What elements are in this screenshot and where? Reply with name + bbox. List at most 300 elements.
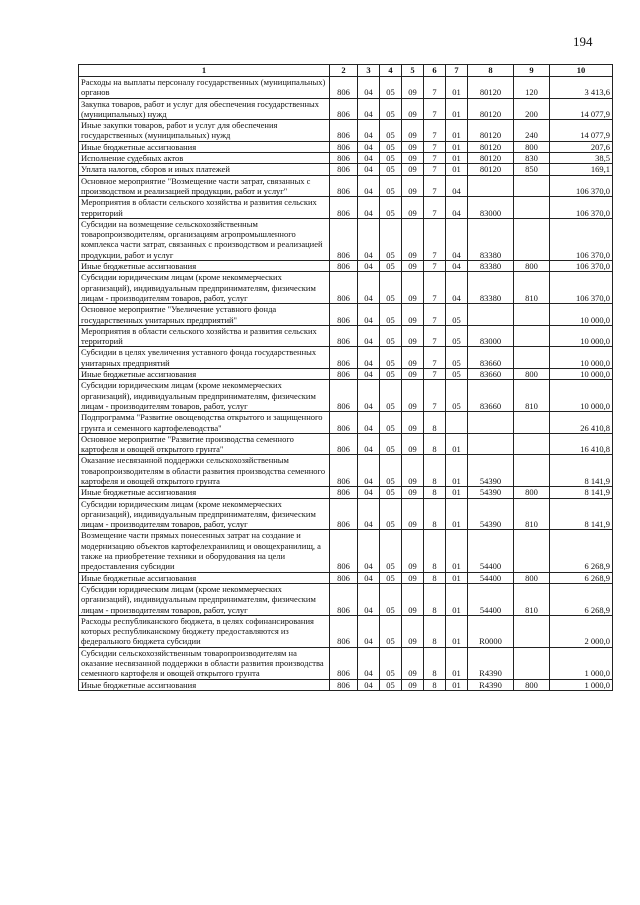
code-program: 09 [402, 325, 424, 347]
code-program: 09 [402, 218, 424, 260]
code-subsection: 05 [380, 412, 402, 434]
code-subprogram: 8 [424, 615, 446, 647]
code-subprogram: 7 [424, 325, 446, 347]
budget-table [78, 64, 613, 691]
code-direction: 54400 [468, 572, 514, 583]
code-expense-type: 830 [514, 153, 550, 164]
code-subprogram: 7 [424, 77, 446, 99]
code-subsection: 05 [380, 347, 402, 369]
code-event: 05 [446, 369, 468, 380]
code-direction [468, 175, 514, 197]
code-subsection: 05 [380, 98, 402, 120]
code-section: 04 [358, 369, 380, 380]
code-event: 01 [446, 679, 468, 690]
code-subsection: 05 [380, 679, 402, 690]
code-ministry: 806 [330, 498, 358, 530]
code-expense-type: 810 [514, 498, 550, 530]
code-event: 01 [446, 433, 468, 455]
row-amount: 3 413,6 [550, 77, 613, 99]
code-subsection: 05 [380, 120, 402, 142]
code-subprogram: 7 [424, 175, 446, 197]
code-ministry: 806 [330, 647, 358, 679]
code-subsection: 05 [380, 369, 402, 380]
code-direction: 54390 [468, 498, 514, 530]
code-ministry: 806 [330, 218, 358, 260]
code-subsection: 05 [380, 583, 402, 615]
code-expense-type: 850 [514, 164, 550, 175]
table-row [79, 325, 613, 347]
code-ministry: 806 [330, 572, 358, 583]
row-amount: 16 410,8 [550, 433, 613, 455]
code-program: 09 [402, 530, 424, 572]
row-name: Подпрограмма "Развитие овощеводства открытого и защищенного грунта и семенного картофелеводства" [79, 412, 330, 434]
col-header: 6 [424, 65, 446, 77]
table-row [79, 98, 613, 120]
row-amount: 106 370,0 [550, 197, 613, 219]
row-name: Субсидии юридическим лицам (кроме некоммерческих организаций), индивидуальным предпринимателям, физическим лицам - производителям товаров, работ, услуг [79, 380, 330, 412]
code-section: 04 [358, 347, 380, 369]
code-program: 09 [402, 380, 424, 412]
code-expense-type: 240 [514, 120, 550, 142]
row-name: Иные бюджетные ассигнования [79, 369, 330, 380]
code-subsection: 05 [380, 325, 402, 347]
code-event: 04 [446, 197, 468, 219]
code-subsection: 05 [380, 647, 402, 679]
code-expense-type [514, 304, 550, 326]
code-expense-type [514, 197, 550, 219]
code-expense-type: 800 [514, 369, 550, 380]
code-subprogram: 8 [424, 572, 446, 583]
table-row [79, 153, 613, 164]
code-ministry: 806 [330, 304, 358, 326]
code-program: 09 [402, 615, 424, 647]
code-subsection: 05 [380, 153, 402, 164]
col-header: 8 [468, 65, 514, 77]
row-amount: 38,5 [550, 153, 613, 164]
row-name: Уплата налогов, сборов и иных платежей [79, 164, 330, 175]
code-section: 04 [358, 175, 380, 197]
table-row [79, 412, 613, 434]
code-program: 09 [402, 261, 424, 272]
code-event: 01 [446, 487, 468, 498]
code-direction: 83000 [468, 325, 514, 347]
code-subsection: 05 [380, 572, 402, 583]
code-section: 04 [358, 77, 380, 99]
code-direction: 54400 [468, 583, 514, 615]
code-subprogram: 7 [424, 218, 446, 260]
code-program: 09 [402, 197, 424, 219]
row-amount: 106 370,0 [550, 175, 613, 197]
row-name: Субсидии юридическим лицам (кроме некоммерческих организаций), индивидуальным предпринимателям, физическим лицам - производителям товаров, работ, услуг [79, 498, 330, 530]
code-subprogram: 7 [424, 153, 446, 164]
table-row [79, 175, 613, 197]
code-subsection: 05 [380, 530, 402, 572]
row-amount: 10 000,0 [550, 369, 613, 380]
code-section: 04 [358, 572, 380, 583]
code-section: 04 [358, 325, 380, 347]
code-program: 09 [402, 679, 424, 690]
code-subsection: 05 [380, 487, 402, 498]
code-expense-type [514, 455, 550, 487]
table-row [79, 679, 613, 690]
row-amount: 8 141,9 [550, 455, 613, 487]
code-ministry: 806 [330, 98, 358, 120]
col-header: 5 [402, 65, 424, 77]
table-row [79, 218, 613, 260]
code-subprogram: 8 [424, 433, 446, 455]
code-subsection: 05 [380, 433, 402, 455]
row-amount: 10 000,0 [550, 380, 613, 412]
code-direction: 80120 [468, 153, 514, 164]
code-subprogram: 7 [424, 369, 446, 380]
code-ministry: 806 [330, 325, 358, 347]
col-header: 3 [358, 65, 380, 77]
code-event: 01 [446, 455, 468, 487]
table-row [79, 530, 613, 572]
code-subprogram: 8 [424, 647, 446, 679]
code-expense-type: 810 [514, 583, 550, 615]
table-row [79, 272, 613, 304]
row-name: Возмещение части прямых понесенных затрат на создание и модернизацию объектов картофелехранилищ и овощехранилищ, а также на приобретение техники и оборудования на цели предоставления субсидии [79, 530, 330, 572]
code-expense-type [514, 175, 550, 197]
col-header: 1 [79, 65, 330, 77]
code-ministry: 806 [330, 261, 358, 272]
row-name: Мероприятия в области сельского хозяйства и развития сельских территорий [79, 197, 330, 219]
code-ministry: 806 [330, 615, 358, 647]
code-direction: 54390 [468, 455, 514, 487]
code-program: 09 [402, 153, 424, 164]
row-amount: 8 141,9 [550, 487, 613, 498]
row-name: Субсидии сельскохозяйственным товаропроизводителям на оказание несвязанной поддержки в области развития производства семенного картофеля и овощей открытого грунта [79, 647, 330, 679]
code-direction: 80120 [468, 77, 514, 99]
table-row [79, 197, 613, 219]
row-name: Расходы республиканского бюджета, в целях софинансирования которых республиканскому бюджету предоставляются из федерального бюджета субсидии [79, 615, 330, 647]
code-expense-type: 800 [514, 487, 550, 498]
row-name: Иные закупки товаров, работ и услуг для обеспечения государственных (муниципальных) нужд [79, 120, 330, 142]
code-program: 09 [402, 455, 424, 487]
table-header-row [79, 65, 613, 77]
row-amount: 10 000,0 [550, 325, 613, 347]
code-event: 01 [446, 120, 468, 142]
row-amount: 8 141,9 [550, 498, 613, 530]
code-subprogram: 7 [424, 120, 446, 142]
row-name: Расходы на выплаты персоналу государственных (муниципальных) органов [79, 77, 330, 99]
table-row [79, 77, 613, 99]
code-section: 04 [358, 679, 380, 690]
col-header: 10 [550, 65, 613, 77]
code-ministry: 806 [330, 77, 358, 99]
code-subprogram: 7 [424, 347, 446, 369]
code-direction: 83660 [468, 380, 514, 412]
code-expense-type [514, 325, 550, 347]
code-program: 09 [402, 77, 424, 99]
code-section: 04 [358, 304, 380, 326]
row-amount: 6 268,9 [550, 583, 613, 615]
code-direction: 54390 [468, 487, 514, 498]
code-event: 05 [446, 325, 468, 347]
row-name: Иные бюджетные ассигнования [79, 679, 330, 690]
code-direction: 80120 [468, 164, 514, 175]
row-amount: 207,6 [550, 141, 613, 152]
code-subprogram: 8 [424, 498, 446, 530]
row-amount: 106 370,0 [550, 218, 613, 260]
code-subprogram: 8 [424, 530, 446, 572]
code-section: 04 [358, 98, 380, 120]
code-section: 04 [358, 647, 380, 679]
code-ministry: 806 [330, 347, 358, 369]
code-event: 05 [446, 380, 468, 412]
code-subprogram: 7 [424, 164, 446, 175]
code-section: 04 [358, 530, 380, 572]
code-subprogram: 8 [424, 412, 446, 434]
code-subprogram: 8 [424, 455, 446, 487]
row-name: Основное мероприятие "Развитие производства семенного картофеля и овощей открытого грунта" [79, 433, 330, 455]
code-direction: 83660 [468, 347, 514, 369]
row-amount: 106 370,0 [550, 261, 613, 272]
code-subprogram: 8 [424, 487, 446, 498]
code-subprogram: 8 [424, 679, 446, 690]
code-ministry: 806 [330, 175, 358, 197]
code-subsection: 05 [380, 615, 402, 647]
code-program: 09 [402, 98, 424, 120]
table-row [79, 433, 613, 455]
code-event: 01 [446, 153, 468, 164]
code-event: 04 [446, 261, 468, 272]
code-ministry: 806 [330, 120, 358, 142]
page-number: 194 [573, 34, 593, 49]
code-direction: R4390 [468, 679, 514, 690]
code-subsection: 05 [380, 272, 402, 304]
table-row [79, 120, 613, 142]
col-header: 2 [330, 65, 358, 77]
code-program: 09 [402, 164, 424, 175]
code-ministry: 806 [330, 433, 358, 455]
code-program: 09 [402, 141, 424, 152]
table-row [79, 572, 613, 583]
code-event: 01 [446, 615, 468, 647]
row-name: Исполнение судебных актов [79, 153, 330, 164]
row-name: Основное мероприятие "Увеличение уставного фонда государственных унитарных предприятий" [79, 304, 330, 326]
row-name: Субсидии юридическим лицам (кроме некоммерческих организаций), индивидуальным предпринимателям, физическим лицам - производителям товаров, работ, услуг [79, 272, 330, 304]
code-subsection: 05 [380, 175, 402, 197]
code-subsection: 05 [380, 498, 402, 530]
code-ministry: 806 [330, 141, 358, 152]
code-expense-type [514, 647, 550, 679]
code-expense-type [514, 347, 550, 369]
row-name: Субсидии в целях увеличения уставного фонда государственных унитарных предприятий [79, 347, 330, 369]
code-event: 01 [446, 647, 468, 679]
code-direction: 80120 [468, 120, 514, 142]
row-amount: 1 000,0 [550, 679, 613, 690]
code-direction: R0000 [468, 615, 514, 647]
table-row [79, 615, 613, 647]
code-expense-type: 810 [514, 380, 550, 412]
code-direction [468, 412, 514, 434]
code-expense-type: 120 [514, 77, 550, 99]
code-expense-type: 800 [514, 679, 550, 690]
code-expense-type [514, 218, 550, 260]
code-expense-type: 800 [514, 572, 550, 583]
row-name: Иные бюджетные ассигнования [79, 261, 330, 272]
code-subprogram: 7 [424, 380, 446, 412]
code-section: 04 [358, 153, 380, 164]
code-direction: 83000 [468, 197, 514, 219]
table-row [79, 164, 613, 175]
code-subsection: 05 [380, 304, 402, 326]
code-event: 01 [446, 141, 468, 152]
row-amount: 14 077,9 [550, 98, 613, 120]
code-subsection: 05 [380, 197, 402, 219]
code-direction [468, 433, 514, 455]
code-subprogram: 7 [424, 304, 446, 326]
code-ministry: 806 [330, 380, 358, 412]
code-subsection: 05 [380, 261, 402, 272]
code-ministry: 806 [330, 164, 358, 175]
code-section: 04 [358, 120, 380, 142]
code-program: 09 [402, 369, 424, 380]
code-subprogram: 7 [424, 197, 446, 219]
code-event: 01 [446, 530, 468, 572]
row-amount: 2 000,0 [550, 615, 613, 647]
code-program: 09 [402, 572, 424, 583]
code-event: 01 [446, 572, 468, 583]
row-name: Субсидии на возмещение сельскохозяйственным товаропроизводителям, организациям агропромышленного комплекса части затрат, связанных с производством и реализацией продукции, работ и услуг [79, 218, 330, 260]
code-program: 09 [402, 412, 424, 434]
col-header: 4 [380, 65, 402, 77]
code-event: 01 [446, 164, 468, 175]
col-header: 9 [514, 65, 550, 77]
code-expense-type: 800 [514, 261, 550, 272]
code-ministry: 806 [330, 455, 358, 487]
code-section: 04 [358, 498, 380, 530]
row-name: Мероприятия в области сельского хозяйства и развития сельских территорий [79, 325, 330, 347]
table-row [79, 261, 613, 272]
code-program: 09 [402, 272, 424, 304]
code-subprogram: 7 [424, 272, 446, 304]
code-section: 04 [358, 164, 380, 175]
code-event: 04 [446, 175, 468, 197]
code-section: 04 [358, 455, 380, 487]
code-event: 04 [446, 272, 468, 304]
table-row [79, 141, 613, 152]
code-direction [468, 304, 514, 326]
code-ministry: 806 [330, 530, 358, 572]
row-name: Субсидии юридическим лицам (кроме некоммерческих организаций), индивидуальным предпринимателям, физическим лицам - производителям товаров, работ, услуг [79, 583, 330, 615]
code-program: 09 [402, 647, 424, 679]
code-subsection: 05 [380, 141, 402, 152]
row-name: Иные бюджетные ассигнования [79, 572, 330, 583]
code-direction: R4390 [468, 647, 514, 679]
code-program: 09 [402, 487, 424, 498]
code-section: 04 [358, 433, 380, 455]
row-name: Иные бюджетные ассигнования [79, 487, 330, 498]
code-event: 01 [446, 498, 468, 530]
code-expense-type: 200 [514, 98, 550, 120]
row-amount: 169,1 [550, 164, 613, 175]
code-direction: 83660 [468, 369, 514, 380]
row-name: Иные бюджетные ассигнования [79, 141, 330, 152]
code-ministry: 806 [330, 487, 358, 498]
table-row [79, 455, 613, 487]
row-amount: 106 370,0 [550, 272, 613, 304]
code-direction: 80120 [468, 98, 514, 120]
row-name: Закупка товаров, работ и услуг для обеспечения государственных (муниципальных) нужд [79, 98, 330, 120]
code-ministry: 806 [330, 583, 358, 615]
code-direction: 83380 [468, 272, 514, 304]
row-name: Основное мероприятие "Возмещение части затрат, связанных с производством и реализацией продукции, работ и услуг" [79, 175, 330, 197]
code-ministry: 806 [330, 153, 358, 164]
code-section: 04 [358, 615, 380, 647]
code-expense-type: 800 [514, 141, 550, 152]
col-header: 7 [446, 65, 468, 77]
table-row [79, 487, 613, 498]
table-row [79, 369, 613, 380]
row-amount: 26 410,8 [550, 412, 613, 434]
code-ministry: 806 [330, 197, 358, 219]
code-expense-type [514, 615, 550, 647]
table-row [79, 304, 613, 326]
row-amount: 6 268,9 [550, 530, 613, 572]
code-subsection: 05 [380, 218, 402, 260]
code-section: 04 [358, 197, 380, 219]
code-section: 04 [358, 412, 380, 434]
row-amount: 10 000,0 [550, 347, 613, 369]
row-name: Оказание несвязанной поддержки сельскохозяйственным товаропроизводителям в области развития производства семенного картофеля и овощей открытого грунта [79, 455, 330, 487]
code-section: 04 [358, 487, 380, 498]
code-subsection: 05 [380, 455, 402, 487]
code-event: 05 [446, 347, 468, 369]
row-amount: 1 000,0 [550, 647, 613, 679]
code-expense-type [514, 412, 550, 434]
row-amount: 14 077,9 [550, 120, 613, 142]
code-subprogram: 8 [424, 583, 446, 615]
code-program: 09 [402, 347, 424, 369]
code-program: 09 [402, 498, 424, 530]
code-section: 04 [358, 272, 380, 304]
code-event: 01 [446, 583, 468, 615]
code-event: 05 [446, 304, 468, 326]
code-direction: 83380 [468, 261, 514, 272]
table-row [79, 647, 613, 679]
code-ministry: 806 [330, 369, 358, 380]
code-direction: 54400 [468, 530, 514, 572]
table-row [79, 583, 613, 615]
code-event: 01 [446, 98, 468, 120]
code-expense-type: 810 [514, 272, 550, 304]
code-ministry: 806 [330, 272, 358, 304]
code-expense-type [514, 433, 550, 455]
row-amount: 10 000,0 [550, 304, 613, 326]
code-subprogram: 7 [424, 98, 446, 120]
code-program: 09 [402, 304, 424, 326]
code-event: 04 [446, 218, 468, 260]
code-section: 04 [358, 583, 380, 615]
code-section: 04 [358, 141, 380, 152]
code-direction: 83380 [468, 218, 514, 260]
table-row [79, 380, 613, 412]
row-amount: 6 268,9 [550, 572, 613, 583]
code-program: 09 [402, 583, 424, 615]
table-row [79, 498, 613, 530]
code-section: 04 [358, 218, 380, 260]
code-section: 04 [358, 261, 380, 272]
code-program: 09 [402, 175, 424, 197]
code-subsection: 05 [380, 380, 402, 412]
code-program: 09 [402, 120, 424, 142]
code-direction: 80120 [468, 141, 514, 152]
code-section: 04 [358, 380, 380, 412]
code-ministry: 806 [330, 679, 358, 690]
